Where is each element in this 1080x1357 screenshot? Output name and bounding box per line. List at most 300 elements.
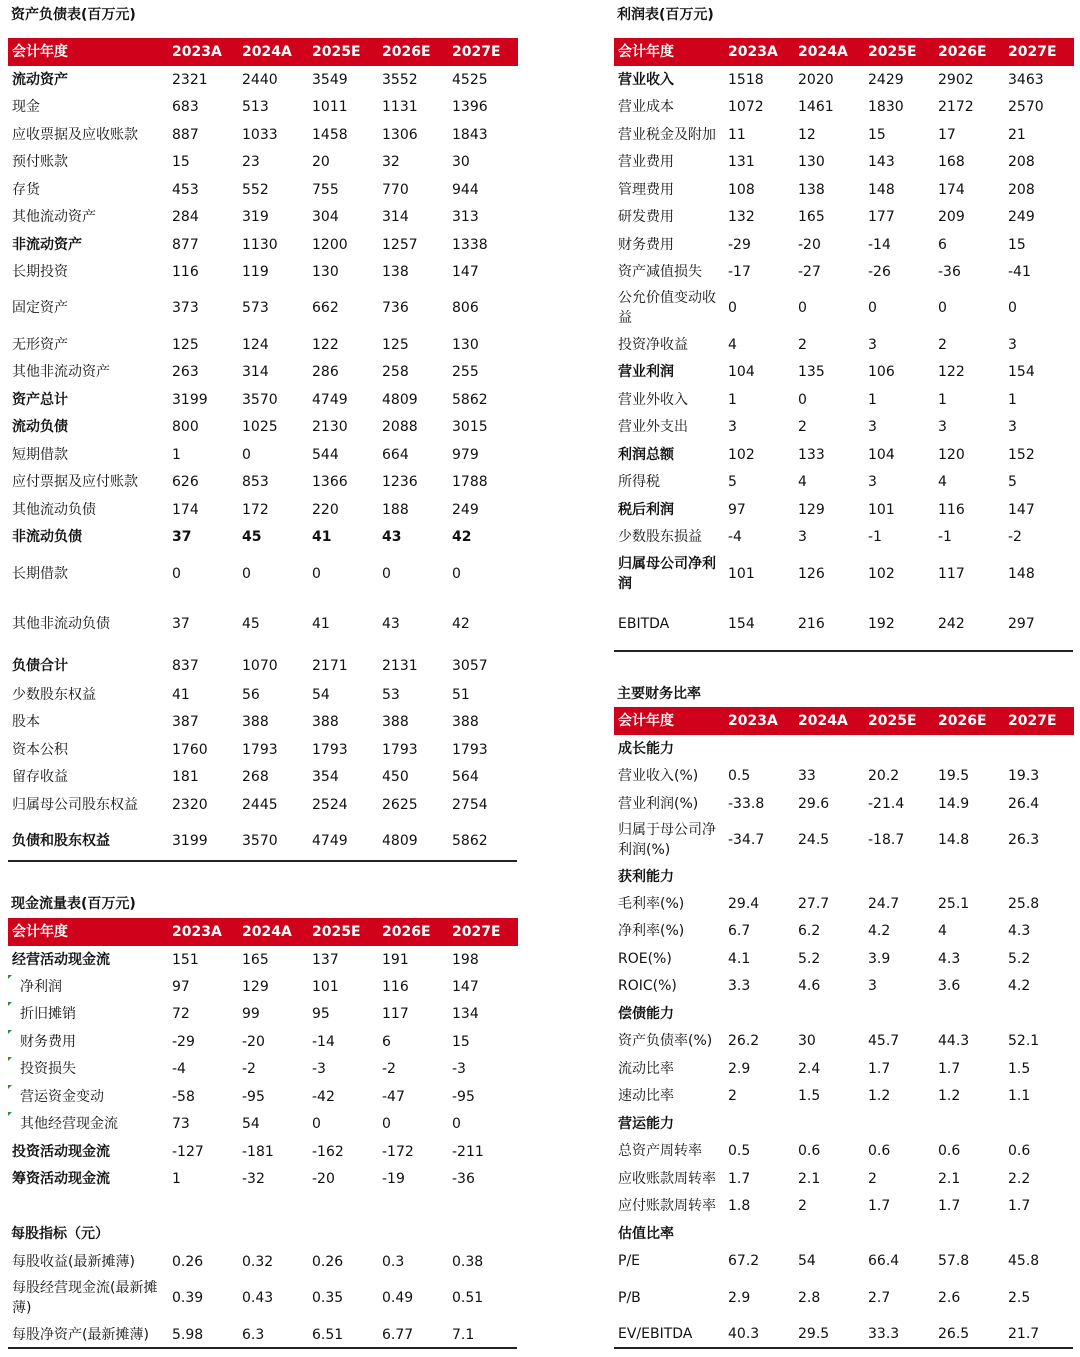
table-row bbox=[614, 790, 1074, 817]
value-cell: 7.1 bbox=[452, 1326, 475, 1343]
table-row bbox=[8, 121, 518, 148]
value-cell: 41 bbox=[312, 615, 330, 632]
table-row bbox=[614, 1192, 1074, 1220]
table-row bbox=[614, 1247, 1074, 1275]
value-cell: 54 bbox=[798, 1253, 816, 1269]
row-label: 其他非流动资产 bbox=[12, 364, 110, 380]
header-year-cell: 2025E bbox=[864, 38, 934, 66]
value-cell: 6.7 bbox=[728, 923, 751, 939]
table-row bbox=[8, 681, 518, 708]
value-cell: -2 bbox=[382, 1061, 396, 1077]
table-row bbox=[614, 203, 1074, 231]
value-cell: 151 bbox=[172, 951, 199, 968]
row-label: 留存收益 bbox=[12, 769, 68, 785]
value-cell: 388 bbox=[382, 714, 409, 730]
value-cell: 26.5 bbox=[938, 1326, 970, 1342]
value-cell: -41 bbox=[1008, 263, 1031, 280]
value-cell: 45 bbox=[242, 529, 262, 545]
value-cell: 2131 bbox=[382, 658, 418, 674]
value-cell: 3552 bbox=[382, 71, 418, 88]
value-cell: 0 bbox=[452, 1116, 461, 1132]
row-label: 应收账款周转率 bbox=[618, 1170, 716, 1187]
row-label: 流动比率 bbox=[618, 1060, 674, 1077]
table-header-row bbox=[614, 707, 1074, 735]
header-year-cell: 2024A bbox=[238, 918, 308, 946]
row-label: 毛利率(%) bbox=[618, 895, 685, 912]
value-cell: 25.1 bbox=[938, 895, 970, 912]
value-cell bbox=[794, 735, 864, 762]
value-cell: 249 bbox=[452, 501, 479, 518]
row-label: 归属母公司股东权益 bbox=[12, 796, 138, 813]
table-row bbox=[614, 735, 1074, 762]
table-row bbox=[614, 817, 1074, 863]
value-cell: 837 bbox=[172, 658, 199, 674]
value-cell: 5.98 bbox=[172, 1326, 204, 1343]
value-cell bbox=[1004, 1000, 1074, 1027]
row-label: 营业外支出 bbox=[618, 419, 688, 435]
value-cell: 108 bbox=[728, 181, 755, 198]
value-cell: -2 bbox=[242, 1061, 256, 1077]
value-cell: 56 bbox=[242, 686, 260, 703]
value-cell: 3199 bbox=[172, 391, 208, 408]
table-row bbox=[8, 1055, 518, 1083]
row-label: 应付账款周转率 bbox=[618, 1198, 716, 1214]
value-cell: -33.8 bbox=[728, 795, 765, 812]
table-row bbox=[8, 523, 518, 551]
table-row bbox=[8, 413, 518, 441]
value-cell: 513 bbox=[242, 99, 269, 115]
value-cell: 5862 bbox=[452, 832, 488, 849]
row-label: 财务费用 bbox=[618, 236, 674, 253]
value-cell: 286 bbox=[312, 364, 339, 380]
value-cell: 319 bbox=[242, 209, 269, 225]
table-row bbox=[8, 66, 518, 93]
header-year-cell: 2026E bbox=[934, 707, 1004, 735]
table-row bbox=[614, 413, 1074, 441]
table-row bbox=[8, 285, 518, 331]
value-cell: 4525 bbox=[452, 71, 488, 88]
value-cell: 120 bbox=[938, 446, 965, 463]
row-label: 股本 bbox=[12, 714, 40, 730]
value-cell: 4809 bbox=[382, 832, 418, 849]
value-cell: 129 bbox=[798, 501, 825, 518]
value-cell: 388 bbox=[452, 714, 479, 730]
table-row bbox=[614, 523, 1074, 551]
value-cell: -36 bbox=[452, 1171, 475, 1187]
header-label-cell: 会计年度 bbox=[8, 918, 168, 946]
value-cell: 0 bbox=[242, 446, 251, 463]
row-label: 流动资产 bbox=[12, 71, 68, 88]
row-label: 投资损失 bbox=[8, 1055, 168, 1083]
value-cell: 0.6 bbox=[1008, 1143, 1031, 1159]
value-cell: 1072 bbox=[728, 99, 764, 115]
value-cell: 2 bbox=[798, 419, 807, 435]
table-row bbox=[614, 496, 1074, 523]
value-cell: 4.3 bbox=[938, 950, 961, 967]
value-cell: 17 bbox=[938, 126, 956, 143]
value-cell: 0 bbox=[798, 391, 807, 408]
value-cell: 1788 bbox=[452, 474, 488, 490]
value-cell: 2.1 bbox=[798, 1170, 821, 1187]
row-label: 固定资产 bbox=[12, 300, 68, 316]
table-row bbox=[614, 358, 1074, 386]
value-cell: -17 bbox=[728, 263, 751, 280]
table-row bbox=[8, 708, 518, 736]
value-cell: 15 bbox=[1008, 236, 1026, 253]
value-cell: -27 bbox=[798, 263, 821, 280]
value-cell: 1 bbox=[1008, 391, 1017, 408]
value-cell: -162 bbox=[312, 1143, 344, 1160]
value-cell: 3057 bbox=[452, 658, 488, 674]
value-cell: 129 bbox=[242, 978, 269, 995]
table-row bbox=[614, 1137, 1074, 1165]
value-cell: 6.51 bbox=[312, 1326, 344, 1343]
value-cell: 3.6 bbox=[938, 978, 961, 994]
value-cell: -172 bbox=[382, 1143, 414, 1160]
table-row bbox=[8, 1165, 518, 1193]
row-label: 折旧摊销 bbox=[8, 1000, 168, 1028]
value-cell: 24.7 bbox=[868, 895, 900, 912]
left-bottom-rule bbox=[8, 1347, 517, 1349]
value-cell: 552 bbox=[242, 181, 269, 198]
table-row bbox=[614, 945, 1074, 972]
table-row bbox=[8, 258, 518, 285]
value-cell: 20 bbox=[312, 154, 330, 170]
value-cell: -2 bbox=[1008, 529, 1022, 545]
row-label: 应收票据及应收账款 bbox=[12, 126, 138, 143]
value-cell: 54 bbox=[312, 686, 330, 703]
value-cell: 1793 bbox=[242, 741, 278, 758]
value-cell bbox=[934, 735, 1004, 762]
value-cell: 2902 bbox=[938, 71, 974, 88]
table-row bbox=[614, 468, 1074, 496]
value-cell: 2172 bbox=[938, 99, 974, 115]
value-cell: 174 bbox=[172, 501, 199, 518]
value-cell: 45.8 bbox=[1008, 1253, 1040, 1269]
value-cell: 165 bbox=[242, 951, 269, 968]
value-cell bbox=[864, 863, 934, 890]
value-cell: -18.7 bbox=[868, 832, 905, 848]
table-row bbox=[614, 1275, 1074, 1320]
row-label: 税后利润 bbox=[618, 501, 674, 518]
value-cell: 5 bbox=[728, 474, 737, 490]
value-cell: 258 bbox=[382, 364, 409, 380]
table-row bbox=[8, 496, 518, 523]
value-cell: 2 bbox=[798, 336, 807, 353]
value-cell: 1396 bbox=[452, 99, 488, 115]
value-cell: 4809 bbox=[382, 391, 418, 408]
value-cell: 220 bbox=[312, 501, 339, 518]
value-cell: 134 bbox=[452, 1006, 479, 1022]
value-cell: 138 bbox=[382, 263, 409, 280]
row-label: 筹资活动现金流 bbox=[12, 1171, 110, 1187]
value-cell: 0.5 bbox=[728, 1143, 751, 1159]
value-cell: 95 bbox=[312, 1006, 330, 1022]
value-cell: 304 bbox=[312, 209, 339, 225]
row-label: 归属母公司净利润 bbox=[618, 555, 716, 592]
value-cell: 388 bbox=[242, 714, 269, 730]
value-cell: 1 bbox=[938, 391, 947, 408]
value-cell: 43 bbox=[382, 615, 400, 632]
header-year-cell: 2026E bbox=[378, 38, 448, 66]
value-cell: 5 bbox=[1008, 474, 1017, 490]
value-cell: 53 bbox=[382, 686, 400, 703]
value-cell: 148 bbox=[868, 181, 895, 198]
value-cell: 1.5 bbox=[798, 1088, 821, 1104]
value-cell: 1366 bbox=[312, 474, 348, 490]
value-cell: 313 bbox=[452, 209, 479, 225]
row-label: 所得税 bbox=[618, 474, 660, 490]
value-cell: 33 bbox=[798, 768, 816, 784]
value-cell: 1458 bbox=[312, 126, 348, 143]
value-cell: 2171 bbox=[312, 658, 348, 674]
value-cell bbox=[864, 1110, 934, 1137]
header-year-cell: 2024A bbox=[794, 38, 864, 66]
row-label: 财务费用 bbox=[8, 1028, 168, 1055]
header-year-cell: 2023A bbox=[724, 707, 794, 735]
value-cell: 0.6 bbox=[798, 1143, 821, 1159]
value-cell: 314 bbox=[242, 364, 269, 380]
table-row bbox=[8, 946, 518, 973]
value-cell: 116 bbox=[172, 263, 199, 280]
value-cell: 30 bbox=[452, 154, 470, 170]
value-cell: 6.3 bbox=[242, 1326, 265, 1343]
row-label: EV/EBITDA bbox=[618, 1326, 693, 1342]
value-cell: 1.7 bbox=[938, 1198, 961, 1214]
row-label: 营业利润(%) bbox=[618, 795, 699, 812]
value-cell: 26.3 bbox=[1008, 832, 1040, 848]
table-row bbox=[8, 651, 518, 681]
value-cell: 32 bbox=[382, 154, 400, 170]
row-label: 无形资产 bbox=[12, 336, 68, 353]
table-row bbox=[614, 148, 1074, 176]
value-cell: 132 bbox=[728, 209, 755, 225]
value-cell: 15 bbox=[452, 1033, 470, 1050]
value-cell: 208 bbox=[1008, 154, 1035, 170]
value-cell: 45.7 bbox=[868, 1033, 900, 1049]
value-cell: 0 bbox=[728, 300, 737, 316]
value-cell: 44.3 bbox=[938, 1033, 970, 1049]
value-cell: 297 bbox=[1008, 615, 1035, 632]
value-cell: 42 bbox=[452, 529, 472, 545]
value-cell: 4.1 bbox=[728, 950, 751, 967]
value-cell bbox=[724, 863, 794, 890]
table-row bbox=[614, 331, 1074, 358]
value-cell: 853 bbox=[242, 474, 269, 490]
table-row bbox=[614, 1082, 1074, 1110]
value-cell: -21.4 bbox=[868, 795, 905, 812]
row-label: 利润总额 bbox=[618, 446, 674, 463]
table-row bbox=[614, 231, 1074, 258]
value-cell: 0 bbox=[938, 300, 947, 316]
value-cell: 99 bbox=[242, 1006, 260, 1022]
row-label: P/E bbox=[618, 1253, 641, 1269]
value-cell: 117 bbox=[938, 565, 965, 582]
value-cell: 1.7 bbox=[938, 1060, 961, 1077]
table-row bbox=[8, 1110, 518, 1138]
row-label: 资本公积 bbox=[12, 741, 68, 758]
value-cell: -34.7 bbox=[728, 832, 765, 848]
value-cell: 314 bbox=[382, 209, 409, 225]
value-cell: 130 bbox=[798, 154, 825, 170]
value-cell: 19.5 bbox=[938, 768, 970, 784]
header-year-cell: 2024A bbox=[238, 38, 308, 66]
value-cell: 3 bbox=[1008, 336, 1017, 353]
table-header-row bbox=[8, 38, 518, 66]
row-label: 营业成本 bbox=[618, 99, 674, 115]
value-cell: -29 bbox=[728, 236, 751, 253]
value-cell: 944 bbox=[452, 181, 479, 198]
table-row bbox=[614, 1165, 1074, 1192]
table-row bbox=[8, 596, 518, 651]
value-cell: 2.5 bbox=[1008, 1289, 1031, 1306]
header-year-cell: 2027E bbox=[1004, 707, 1074, 735]
row-label: 营业收入 bbox=[618, 71, 674, 88]
value-cell: -181 bbox=[242, 1143, 274, 1160]
table-row bbox=[614, 1055, 1074, 1082]
row-label: 现金 bbox=[12, 99, 40, 115]
value-cell: 73 bbox=[172, 1116, 190, 1132]
value-cell: 3570 bbox=[242, 832, 278, 849]
value-cell: 0.26 bbox=[172, 1253, 204, 1270]
value-cell: 97 bbox=[172, 978, 190, 995]
row-label: 应付票据及应付账款 bbox=[12, 474, 138, 490]
value-cell: 1070 bbox=[242, 658, 278, 674]
value-cell: 42 bbox=[452, 615, 470, 632]
value-cell bbox=[864, 1220, 934, 1247]
header-year-cell: 2026E bbox=[378, 918, 448, 946]
value-cell: 106 bbox=[868, 364, 895, 380]
value-cell: 0 bbox=[452, 565, 461, 582]
value-cell: 101 bbox=[312, 978, 339, 995]
value-cell: 43 bbox=[382, 529, 402, 545]
row-label: 每股收益(最新摊薄) bbox=[12, 1253, 135, 1270]
value-cell: 117 bbox=[382, 1006, 409, 1022]
value-cell: 133 bbox=[798, 446, 825, 463]
table-row bbox=[614, 1110, 1074, 1137]
value-cell bbox=[724, 735, 794, 762]
value-cell: 101 bbox=[728, 565, 755, 582]
value-cell: 1011 bbox=[312, 99, 348, 115]
row-label: 负债和股东权益 bbox=[12, 832, 110, 849]
value-cell: 97 bbox=[728, 501, 746, 518]
table-row bbox=[8, 176, 518, 203]
table-row bbox=[614, 551, 1074, 596]
value-cell bbox=[864, 1000, 934, 1027]
value-cell bbox=[1004, 735, 1074, 762]
row-label: 其他流动负债 bbox=[12, 501, 96, 518]
value-cell: -95 bbox=[452, 1088, 475, 1105]
value-cell: 37 bbox=[172, 529, 192, 545]
value-cell: 125 bbox=[382, 336, 409, 353]
row-label: 存货 bbox=[12, 181, 40, 198]
value-cell: 165 bbox=[798, 209, 825, 225]
header-label-cell: 会计年度 bbox=[8, 38, 168, 66]
value-cell: 54 bbox=[242, 1116, 260, 1132]
value-cell: 3 bbox=[938, 419, 947, 435]
table-row bbox=[614, 441, 1074, 468]
row-label: 少数股东损益 bbox=[618, 529, 702, 545]
per-share-table bbox=[8, 1248, 518, 1348]
value-cell: -3 bbox=[452, 1061, 466, 1077]
table-row bbox=[614, 1000, 1074, 1027]
row-label: 资产总计 bbox=[12, 391, 68, 408]
table-row bbox=[614, 890, 1074, 917]
row-label: 投资活动现金流 bbox=[12, 1143, 110, 1160]
row-label: 非流动资产 bbox=[12, 236, 82, 253]
value-cell: 116 bbox=[938, 501, 965, 518]
value-cell: 0.35 bbox=[312, 1290, 344, 1306]
value-cell: 2 bbox=[938, 336, 947, 353]
value-cell: 135 bbox=[798, 364, 825, 380]
row-label: 总资产周转率 bbox=[618, 1143, 702, 1159]
table-header-row bbox=[8, 918, 518, 946]
header-year-cell: 2023A bbox=[168, 918, 238, 946]
value-cell: 14.9 bbox=[938, 795, 970, 812]
value-cell: 154 bbox=[1008, 364, 1035, 380]
value-cell: 0 bbox=[798, 300, 807, 316]
value-cell: 30 bbox=[798, 1033, 816, 1049]
value-cell: 1236 bbox=[382, 474, 418, 490]
value-cell: 4.6 bbox=[798, 978, 821, 994]
value-cell: 191 bbox=[382, 951, 409, 968]
value-cell: 21 bbox=[1008, 126, 1026, 143]
row-label: 负债合计 bbox=[12, 658, 68, 674]
value-cell: 33.3 bbox=[868, 1326, 900, 1342]
value-cell: 1.7 bbox=[868, 1198, 891, 1214]
value-cell: 102 bbox=[868, 565, 895, 582]
value-cell: 126 bbox=[798, 565, 825, 582]
value-cell: 1518 bbox=[728, 71, 764, 88]
value-cell: 41 bbox=[172, 686, 190, 703]
ratios-table bbox=[614, 707, 1074, 1348]
value-cell: 0.5 bbox=[728, 768, 751, 784]
value-cell: 148 bbox=[1008, 565, 1035, 582]
value-cell: 209 bbox=[938, 209, 965, 225]
value-cell: -14 bbox=[868, 236, 891, 253]
row-label: 成长能力 bbox=[618, 740, 674, 757]
value-cell: 2020 bbox=[798, 71, 834, 88]
income-statement-table bbox=[614, 38, 1074, 651]
value-cell: 1 bbox=[868, 391, 877, 408]
header-year-cell: 2027E bbox=[1004, 38, 1074, 66]
value-cell: 0.51 bbox=[452, 1290, 484, 1306]
value-cell: -3 bbox=[312, 1061, 326, 1077]
value-cell: 5.2 bbox=[798, 950, 821, 967]
value-cell: 2570 bbox=[1008, 99, 1044, 115]
value-cell: 388 bbox=[312, 714, 339, 730]
table-row bbox=[8, 791, 518, 818]
value-cell: 138 bbox=[798, 181, 825, 198]
value-cell: 2524 bbox=[312, 796, 348, 813]
value-cell bbox=[864, 735, 934, 762]
value-cell: 2088 bbox=[382, 419, 418, 435]
row-label: 长期投资 bbox=[12, 263, 68, 280]
right-bottom-rule bbox=[614, 1347, 1073, 1349]
row-label: ROIC(%) bbox=[618, 978, 677, 994]
value-cell: 125 bbox=[172, 336, 199, 353]
row-label: 净利润 bbox=[8, 973, 168, 1000]
value-cell: 0.43 bbox=[242, 1290, 274, 1306]
value-cell: 255 bbox=[452, 364, 479, 380]
value-cell: 20.2 bbox=[868, 768, 900, 784]
value-cell bbox=[724, 1220, 794, 1247]
header-label-cell: 会计年度 bbox=[614, 38, 724, 66]
value-cell: 2.7 bbox=[868, 1289, 891, 1306]
header-year-cell: 2025E bbox=[308, 918, 378, 946]
value-cell: -4 bbox=[172, 1061, 186, 1077]
per-share-title: 每股指标（元） bbox=[11, 1226, 109, 1242]
